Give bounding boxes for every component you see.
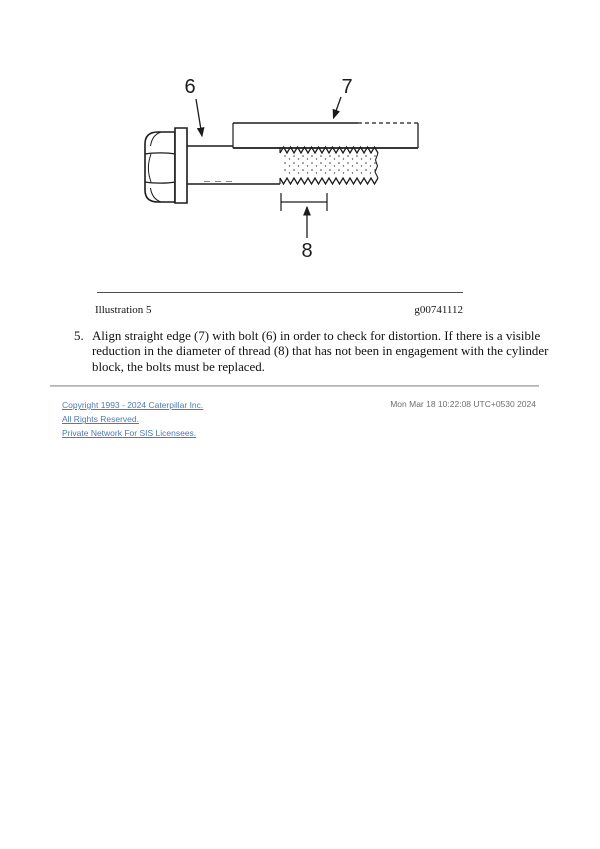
callout-6-arrow <box>196 99 202 136</box>
footer-divider <box>50 385 539 387</box>
thread-stipple <box>282 155 376 176</box>
bolt-thread <box>280 147 378 184</box>
figure-id: g00741112 <box>414 304 463 316</box>
rights-reserved-link[interactable]: All Rights Reserved. <box>62 414 140 425</box>
step-text-line: block, the bolts must be replaced. <box>92 359 265 374</box>
callout-7-label: 7 <box>341 76 353 98</box>
footer-timestamp: Mon Mar 18 10:22:08 UTC+0530 2024 <box>390 399 536 409</box>
footer-links <box>62 398 203 441</box>
step-number: 5. <box>74 329 84 343</box>
callout-6-label: 6 <box>184 76 196 98</box>
straight-edge <box>233 123 418 148</box>
bolt-flange <box>175 128 187 203</box>
step-text-line: Align straight edge (7) with bolt (6) in order to check for distortion. If there is a visible <box>92 329 541 343</box>
step-text-line: reduction in the diameter of thread (8) that has not been in engagement with the cylinder <box>92 344 549 359</box>
copyright-link[interactable]: Copyright 1993 - 2024 Caterpillar Inc. <box>62 400 204 410</box>
step-text <box>92 329 549 375</box>
caption-divider <box>97 292 463 293</box>
callout-7-arrow <box>334 97 342 118</box>
bolt-shank <box>187 146 280 184</box>
figure-caption-label: Illustration 5 <box>95 304 152 316</box>
bolt-straightedge-figure <box>130 70 430 270</box>
callout-8-label: 8 <box>301 240 313 262</box>
sis-licensees-link[interactable]: Private Network For SIS Licensees. <box>62 428 197 439</box>
step-item-5 <box>74 329 549 375</box>
thread-dimension-bracket <box>281 193 327 211</box>
bolt-head <box>145 128 187 203</box>
figure-caption <box>95 304 463 316</box>
